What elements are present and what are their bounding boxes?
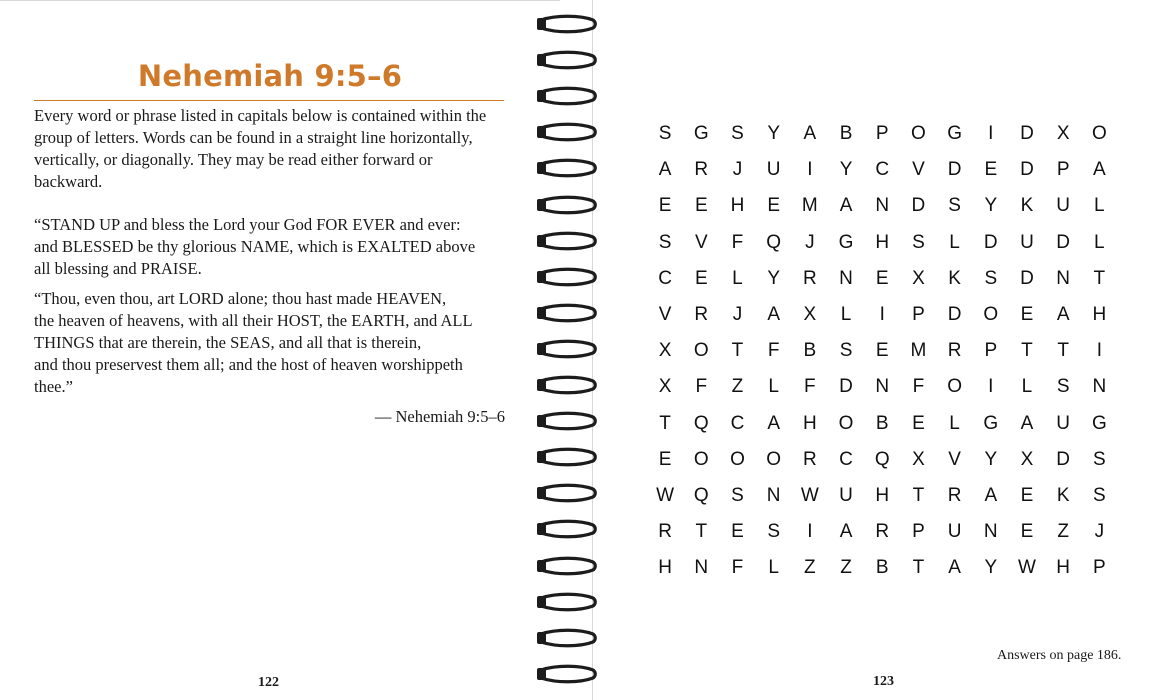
grid-letter: E [912, 412, 925, 434]
grid-letter: K [948, 267, 961, 289]
grid-letter: N [1092, 376, 1107, 398]
spiral-coil [532, 303, 602, 323]
grid-letter: H [730, 195, 745, 217]
spiral-coil [532, 519, 602, 539]
grid-letter: L [768, 557, 779, 579]
grid-letter: X [803, 304, 817, 326]
grid-letter: L [732, 267, 743, 289]
spiral-coil [532, 14, 602, 34]
grid-letter: D [1020, 267, 1034, 289]
grid-letter: B [839, 123, 853, 145]
grid-letter: J [732, 159, 743, 181]
grid-letter: B [875, 412, 889, 434]
grid-letter: N [694, 557, 709, 579]
word-search-grid [647, 116, 1117, 586]
grid-letter: P [912, 304, 925, 326]
verse-line: “Thou, even thou, art LORD alone; thou hast made HEAVEN, [34, 289, 447, 308]
grid-letter: K [1056, 484, 1070, 506]
grid-letter: R [802, 267, 817, 289]
grid-letter: A [984, 484, 998, 506]
grid-letter: S [1093, 448, 1106, 470]
grid-letter: W [656, 484, 675, 506]
grid-letter: K [1020, 195, 1034, 217]
grid-letter: H [875, 231, 890, 253]
grid-letter: N [1056, 267, 1071, 289]
grid-letter: H [658, 557, 672, 579]
grid-letter: D [911, 195, 926, 217]
grid-letter: D [983, 231, 998, 253]
grid-letter: C [839, 448, 853, 470]
grid-letter: D [947, 304, 962, 326]
grid-letter: P [1056, 159, 1070, 181]
grid-letter: S [1056, 376, 1070, 398]
grid-letter: P [912, 521, 925, 543]
spiral-coil [532, 195, 602, 215]
grid-letter: E [1020, 521, 1034, 543]
spiral-binding [532, 0, 602, 700]
grid-row [647, 333, 1117, 369]
grid-letter: L [1094, 195, 1105, 217]
grid-letter: V [694, 231, 708, 253]
grid-letter: T [1057, 340, 1069, 362]
verse-paragraph-1 [34, 214, 512, 280]
grid-letter: E [875, 267, 889, 289]
spiral-coil [532, 592, 602, 612]
grid-letter: O [838, 412, 854, 434]
grid-letter: Y [984, 557, 998, 579]
instructions-line: group of letters. Words can be found in a straight line horizontally, [34, 128, 473, 147]
grid-letter: E [658, 195, 672, 217]
page-title: Nehemiah 9:5–6 [137, 59, 403, 93]
grid-letter: R [875, 521, 890, 543]
grid-letter: A [658, 159, 672, 181]
grid-letter: A [1056, 304, 1070, 326]
grid-letter: O [693, 340, 709, 362]
grid-letter: P [984, 340, 998, 362]
grid-letter: I [807, 159, 813, 181]
grid-letter: X [912, 448, 925, 470]
grid-letter: R [802, 448, 817, 470]
grid-letter: D [1020, 123, 1034, 145]
spiral-coil [532, 664, 602, 684]
grid-letter: E [1020, 484, 1034, 506]
grid-letter: D [1056, 448, 1071, 470]
spiral-coil [532, 339, 602, 359]
grid-letter: L [768, 376, 779, 398]
spiral-coil [532, 411, 602, 431]
grid-letter: E [767, 195, 780, 217]
instructions-line: Every word or phrase listed in capitals below is contained within the [34, 106, 487, 125]
grid-letter: D [839, 376, 853, 398]
verse-line: thee.” [34, 377, 73, 396]
grid-letter: F [912, 376, 925, 398]
grid-letter: U [1020, 231, 1034, 253]
grid-letter: T [912, 484, 925, 506]
grid-letter: T [1093, 267, 1106, 289]
grid-letter: Z [840, 557, 852, 579]
grid-letter: X [1020, 448, 1034, 470]
grid-row [647, 261, 1117, 297]
grid-letter: M [801, 195, 818, 217]
spiral-coil [532, 556, 602, 576]
spiral-coil [532, 86, 602, 106]
grid-letter: Q [693, 484, 709, 506]
grid-row [647, 369, 1117, 405]
verse-line: “STAND UP and bless the Lord your God FOR EVER and ever: [34, 215, 461, 234]
verse-line: THINGS that are therein, the SEAS, and all that is therein, [34, 333, 422, 352]
grid-letter: S [731, 484, 744, 506]
grid-letter: I [988, 376, 994, 398]
grid-letter: O [693, 448, 709, 470]
grid-letter: G [1091, 412, 1107, 434]
grid-letter: L [1094, 231, 1105, 253]
grid-letter: B [875, 557, 889, 579]
spiral-coil [532, 375, 602, 395]
grid-letter: E [658, 448, 672, 470]
grid-letter: F [695, 376, 708, 398]
grid-letter: T [1021, 340, 1033, 362]
verse-line: the heaven of heavens, with all their HOST, the EARTH, and ALL [34, 311, 473, 330]
verse-citation: — Nehemiah 9:5–6 [374, 407, 505, 426]
grid-letter: L [1021, 376, 1033, 398]
grid-letter: I [1096, 340, 1102, 362]
grid-letter: O [766, 448, 782, 470]
grid-letter: G [947, 123, 962, 145]
grid-row [647, 514, 1117, 550]
spiral-coil [532, 231, 602, 251]
grid-letter: Q [693, 412, 709, 434]
grid-letter: V [948, 448, 961, 470]
grid-letter: X [1056, 123, 1070, 145]
grid-letter: O [730, 448, 745, 470]
left-page [0, 0, 560, 700]
grid-letter: F [804, 376, 816, 398]
grid-letter: S [984, 267, 998, 289]
grid-letter: T [659, 412, 671, 434]
grid-letter: O [947, 376, 962, 398]
grid-letter: F [731, 557, 744, 579]
grid-letter: Z [804, 557, 816, 579]
grid-letter: Y [767, 123, 780, 145]
grid-letter: X [912, 267, 925, 289]
grid-letter: A [948, 557, 961, 579]
grid-letter: O [983, 304, 999, 326]
grid-letter: Z [731, 376, 744, 398]
grid-letter: L [949, 231, 960, 253]
grid-letter: J [732, 304, 743, 326]
grid-row [647, 478, 1117, 514]
instructions-line: vertically, or diagonally. They may be read either forward or [34, 150, 433, 169]
grid-letter: S [948, 195, 961, 217]
grid-letter: A [767, 412, 780, 434]
grid-letter: G [838, 231, 854, 253]
grid-letter: H [875, 484, 890, 506]
grid-letter: A [1020, 412, 1034, 434]
grid-letter: M [910, 340, 927, 362]
grid-letter: U [1056, 195, 1071, 217]
grid-letter: N [839, 267, 853, 289]
grid-letter: A [839, 521, 853, 543]
grid-letter: T [912, 557, 925, 579]
grid-letter: R [947, 340, 962, 362]
grid-letter: E [984, 159, 998, 181]
verse-line: and thou preservest them all; and the host of heaven worshippeth [34, 355, 463, 374]
grid-letter: W [800, 484, 819, 506]
spiral-coil [532, 50, 602, 70]
grid-letter: S [1093, 484, 1106, 506]
grid-letter: A [1093, 159, 1106, 181]
grid-letter: C [875, 159, 890, 181]
grid-letter: E [694, 195, 708, 217]
grid-letter: U [947, 521, 962, 543]
grid-letter: R [658, 521, 672, 543]
grid-letter: H [802, 412, 817, 434]
verse-line: and BLESSED be thy glorious NAME, which is EXALTED above [34, 237, 476, 256]
grid-letter: O [1091, 123, 1107, 145]
right-page [592, 0, 1156, 700]
grid-letter: C [730, 412, 745, 434]
grid-letter: N [983, 521, 998, 543]
grid-letter: F [731, 231, 744, 253]
verse-paragraph-2 [34, 288, 512, 398]
grid-letter: U [1056, 412, 1071, 434]
grid-letter: L [949, 412, 960, 434]
grid-letter: D [947, 159, 962, 181]
grid-letter: S [731, 123, 744, 145]
grid-letter: Y [984, 195, 998, 217]
grid-letter: E [1020, 304, 1034, 326]
grid-letter: S [658, 231, 672, 253]
instructions-line: backward. [34, 172, 103, 191]
title-rule [34, 100, 504, 101]
grid-letter: R [694, 159, 709, 181]
grid-letter: B [803, 340, 817, 362]
grid-letter: J [1094, 521, 1105, 543]
grid-letter: Y [839, 159, 853, 181]
grid-letter: C [658, 267, 672, 289]
grid-row [647, 297, 1117, 333]
spiral-coil [532, 267, 602, 287]
page-number-left: 122 [258, 675, 279, 690]
grid-letter: X [658, 340, 672, 362]
grid-letter: I [988, 123, 994, 145]
grid-letter: J [805, 231, 815, 253]
grid-letter: F [767, 340, 780, 362]
answers-note: Answers on page 186. [997, 648, 1122, 663]
grid-letter: P [875, 123, 889, 145]
grid-letter: A [839, 195, 853, 217]
grid-letter: S [839, 340, 853, 362]
grid-row [647, 406, 1117, 442]
grid-letter: A [803, 123, 817, 145]
grid-letter: H [1056, 557, 1071, 579]
grid-letter: X [658, 376, 672, 398]
grid-letter: U [766, 159, 781, 181]
grid-letter: D [1020, 159, 1034, 181]
grid-letter: S [912, 231, 925, 253]
grid-letter: Q [874, 448, 890, 470]
grid-letter: T [695, 521, 708, 543]
spiral-coil [532, 158, 602, 178]
grid-row [647, 550, 1117, 586]
spiral-coil [532, 447, 602, 467]
grid-letter: D [1056, 231, 1071, 253]
grid-letter: Q [766, 231, 782, 253]
grid-row [647, 116, 1117, 152]
grid-letter: N [875, 376, 890, 398]
grid-letter: P [1093, 557, 1106, 579]
grid-letter: U [839, 484, 853, 506]
grid-letter: G [693, 123, 709, 145]
grid-letter: Y [984, 448, 998, 470]
instructions-paragraph [34, 105, 512, 193]
grid-letter: Y [767, 267, 780, 289]
grid-letter: R [947, 484, 962, 506]
grid-letter: L [840, 304, 852, 326]
grid-letter: H [1092, 304, 1107, 326]
grid-letter: O [911, 123, 926, 145]
grid-letter: I [807, 521, 813, 543]
verse-line: all blessing and PRAISE. [34, 259, 202, 278]
grid-row [647, 188, 1117, 224]
grid-letter: E [875, 340, 889, 362]
grid-letter: A [767, 304, 780, 326]
grid-letter: V [658, 304, 672, 326]
grid-letter: R [694, 304, 709, 326]
grid-letter: N [875, 195, 890, 217]
grid-letter: G [983, 412, 999, 434]
grid-letter: S [658, 123, 672, 145]
grid-letter: W [1018, 557, 1036, 579]
grid-row [647, 225, 1117, 261]
spiral-coil [532, 483, 602, 503]
grid-letter: S [767, 521, 780, 543]
grid-row [647, 152, 1117, 188]
spiral-coil [532, 122, 602, 142]
grid-letter: T [731, 340, 744, 362]
grid-letter: N [766, 484, 781, 506]
grid-letter: I [879, 304, 885, 326]
page-number-right: 123 [873, 674, 894, 689]
spiral-coil [532, 628, 602, 648]
grid-letter: E [694, 267, 708, 289]
grid-letter: Z [1057, 521, 1069, 543]
grid-letter: E [731, 521, 744, 543]
grid-row [647, 442, 1117, 478]
grid-letter: V [912, 159, 925, 181]
